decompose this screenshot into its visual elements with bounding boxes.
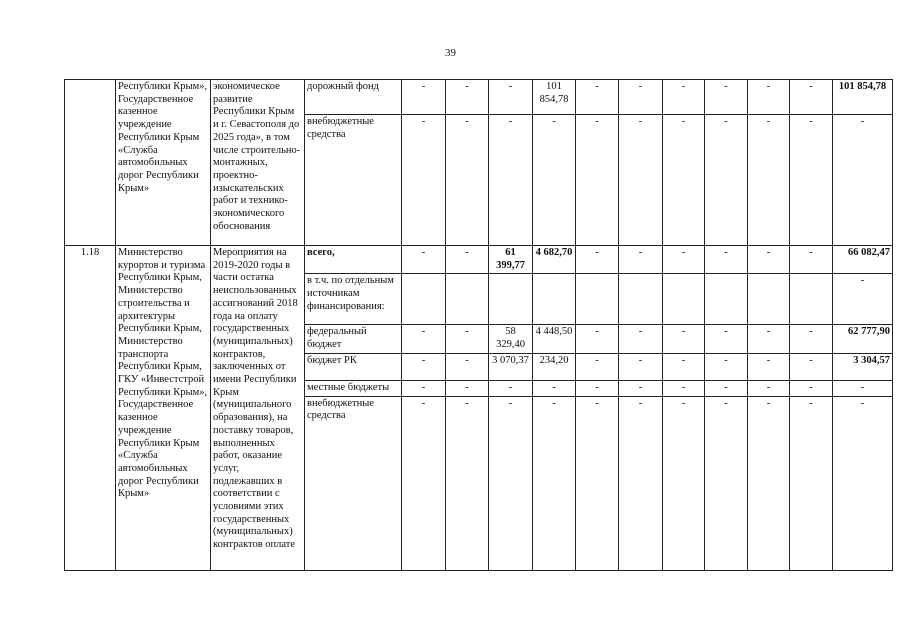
value-cell: -: [705, 396, 748, 570]
value-cell: -: [576, 325, 619, 353]
value-cell: -: [402, 80, 446, 115]
source-label: в т.ч. по отдельным источникам финансирования:: [305, 274, 402, 325]
source-label: дорожный фонд: [305, 80, 402, 115]
value-cell: -: [446, 325, 489, 353]
value-cell: 4 448,50: [533, 325, 576, 353]
row-number-cell: 1.18: [65, 246, 116, 571]
event-cell: экономическое развитие Республики Крым и г. Севастополя до 2025 года», в том числе строительно-монтажных, проектно-изыскательских работ и технико-экономического обоснования: [211, 80, 305, 246]
value-cell: -: [402, 396, 446, 570]
total-cell: 66 082,47: [833, 246, 893, 274]
value-cell: -: [663, 115, 705, 246]
value-cell: -: [446, 115, 489, 246]
total-cell: 3 304,57: [833, 353, 893, 380]
event-cell: Мероприятия на 2019-2020 годы в части остатка неиспользованных ассигнований 2018 года на оплату государственных (муниципальных) контрактов, заключенных от имени Республики Крым (муниципального образования), на поставку товаров, выполненных работ, оказание услуг, подлежавших в соответствии с условиями этих государственных (муниципальных) контрактов оплате: [211, 246, 305, 571]
value-cell: 61 399,77: [489, 246, 533, 274]
value-cell: -: [619, 246, 663, 274]
value-cell: -: [446, 80, 489, 115]
value-cell: -: [748, 325, 790, 353]
value-cell: -: [619, 353, 663, 380]
value-cell: -: [748, 246, 790, 274]
total-cell: -: [833, 274, 893, 325]
source-label: всего,: [305, 246, 402, 274]
value-cell: -: [489, 396, 533, 570]
value-cell: -: [576, 80, 619, 115]
table-row: [65, 246, 893, 274]
value-cell: -: [619, 380, 663, 396]
program-table: [64, 79, 893, 571]
value-cell: -: [748, 396, 790, 570]
table-row: [65, 80, 893, 115]
value-cell: -: [663, 396, 705, 570]
value-cell: -: [748, 380, 790, 396]
source-label: местные бюджеты: [305, 380, 402, 396]
value-cell: -: [402, 246, 446, 274]
value-cell: -: [446, 396, 489, 570]
value-cell: -: [533, 115, 576, 246]
value-cell: -: [790, 380, 833, 396]
value-cell: -: [402, 325, 446, 353]
total-cell: -: [833, 115, 893, 246]
value-cell: 4 682,70: [533, 246, 576, 274]
value-cell: 101 854,78: [533, 80, 576, 115]
value-cell: -: [446, 246, 489, 274]
source-label: внебюджетные средства: [305, 115, 402, 246]
source-label: бюджет РК: [305, 353, 402, 380]
value-cell: -: [663, 353, 705, 380]
value-cell: -: [705, 80, 748, 115]
value-cell: -: [663, 380, 705, 396]
value-cell: -: [705, 353, 748, 380]
value-cell: -: [790, 80, 833, 115]
total-cell: -: [833, 380, 893, 396]
value-cell: -: [576, 353, 619, 380]
value-cell: -: [790, 396, 833, 570]
value-cell: 3 070,37: [489, 353, 533, 380]
value-cell: -: [489, 80, 533, 115]
value-cell: -: [705, 325, 748, 353]
value-cell: -: [705, 380, 748, 396]
value-cell: -: [748, 115, 790, 246]
value-cell: -: [576, 115, 619, 246]
value-cell: 234,20: [533, 353, 576, 380]
value-cell: -: [576, 396, 619, 570]
value-cell: -: [663, 246, 705, 274]
organization-cell: Министерство курортов и туризма Республики Крым, Министерство строительства и архитектуры Республики Крым, Министерство транспорта Республики Крым, ГКУ «Инвестстрой Республики Крым», Государственное казенное учреждение Республики Крым «Служба автомобильных дорог Республики Крым»: [116, 246, 211, 571]
value-cell: -: [619, 115, 663, 246]
source-label: федеральный бюджет: [305, 325, 402, 353]
value-cell: -: [748, 80, 790, 115]
value-cell: -: [446, 380, 489, 396]
total-cell: 62 777,90: [833, 325, 893, 353]
value-cell: -: [790, 115, 833, 246]
page-number: 39: [445, 47, 456, 59]
value-cell: -: [619, 325, 663, 353]
value-cell: -: [790, 246, 833, 274]
value-cell: -: [790, 325, 833, 353]
value-cell: -: [619, 396, 663, 570]
total-cell: -: [833, 396, 893, 570]
value-cell: -: [748, 353, 790, 380]
value-cell: -: [533, 380, 576, 396]
value-cell: -: [446, 353, 489, 380]
row-number-cell: [65, 80, 116, 246]
value-cell: -: [489, 115, 533, 246]
value-cell: -: [576, 380, 619, 396]
value-cell: -: [533, 396, 576, 570]
value-cell: -: [705, 115, 748, 246]
value-cell: -: [489, 380, 533, 396]
value-cell: -: [576, 246, 619, 274]
value-cell: 58 329,40: [489, 325, 533, 353]
value-cell: -: [663, 325, 705, 353]
total-cell: 101 854,78: [833, 80, 893, 115]
value-cell: -: [619, 80, 663, 115]
value-cell: -: [402, 115, 446, 246]
value-cell: -: [705, 246, 748, 274]
organization-cell: Республики Крым», Государственное казенное учреждение Республики Крым «Служба автомобильных дорог Республики Крым»: [116, 80, 211, 246]
value-cell: -: [402, 353, 446, 380]
value-cell: -: [402, 380, 446, 396]
source-label: внебюджетные средства: [305, 396, 402, 570]
value-cell: -: [663, 80, 705, 115]
value-cell: -: [790, 353, 833, 380]
